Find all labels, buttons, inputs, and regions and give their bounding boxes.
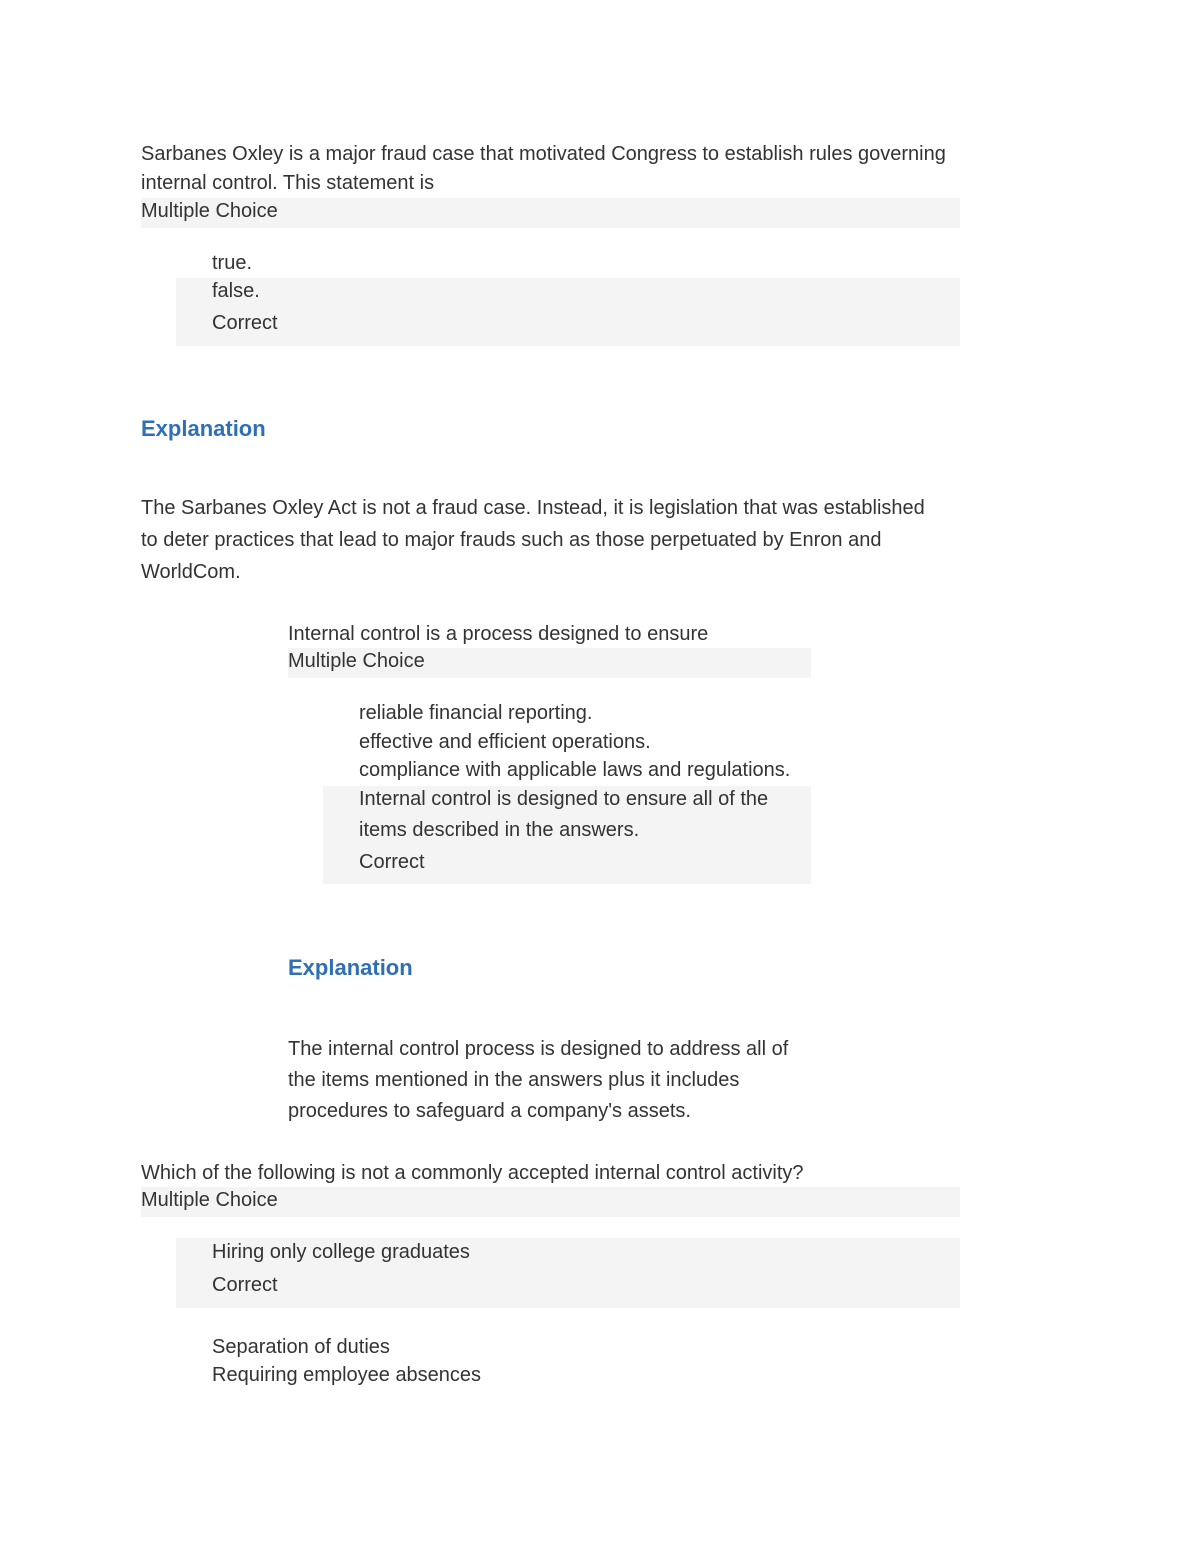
question-3-correct-label: Correct <box>212 1274 278 1296</box>
question-3-option-2[interactable]: Separation of duties <box>212 1336 390 1358</box>
question-2-explanation-line-2: the items mentioned in the answers plus it includes <box>288 1069 740 1091</box>
question-2-option-3[interactable]: compliance with applicable laws and regulations. <box>359 759 791 781</box>
question-3-option-1[interactable]: Hiring only college graduates <box>212 1241 470 1263</box>
question-1-explanation-line-3: WorldCom. <box>141 561 241 583</box>
question-2-explanation-line-1: The internal control process is designed to address all of <box>288 1038 789 1060</box>
question-2-option-2[interactable]: effective and efficient operations. <box>359 731 651 753</box>
question-2-text: Internal control is a process designed to ensure <box>288 623 709 645</box>
question-1-explanation-line-2: to deter practices that lead to major frauds such as those perpetuated by Enron and <box>141 529 882 551</box>
question-1-text-line-1: Sarbanes Oxley is a major fraud case that motivated Congress to establish rules governing <box>141 143 946 165</box>
question-3-option-3[interactable]: Requiring employee absences <box>212 1364 482 1386</box>
question-3-type-label: Multiple Choice <box>141 1189 278 1211</box>
question-2-option-4-line-2[interactable]: items described in the answers. <box>359 819 640 841</box>
question-3-text: Which of the following is not a commonly accepted internal control activity? <box>141 1162 804 1184</box>
question-2-type-label: Multiple Choice <box>288 650 425 672</box>
question-1-option-true[interactable]: true. <box>212 252 253 274</box>
question-1-option-false[interactable]: false. <box>212 280 260 302</box>
question-1-text-line-2: internal control. This statement is <box>141 172 435 194</box>
question-2-explanation-line-3: procedures to safeguard a company's assets. <box>288 1100 691 1122</box>
question-1-explanation-line-1: The Sarbanes Oxley Act is not a fraud case. Instead, it is legislation that was established <box>141 497 925 519</box>
question-1-type-label: Multiple Choice <box>141 200 278 222</box>
question-1-explanation-heading: Explanation <box>141 416 266 441</box>
question-1-correct-label: Correct <box>212 312 278 334</box>
question-1-selected-answer-box <box>176 278 960 346</box>
question-2-option-1[interactable]: reliable financial reporting. <box>359 702 593 724</box>
question-2-option-4-line-1[interactable]: Internal control is designed to ensure all of the <box>359 788 769 810</box>
question-2-correct-label: Correct <box>359 851 425 873</box>
question-2-explanation-heading: Explanation <box>288 955 413 980</box>
